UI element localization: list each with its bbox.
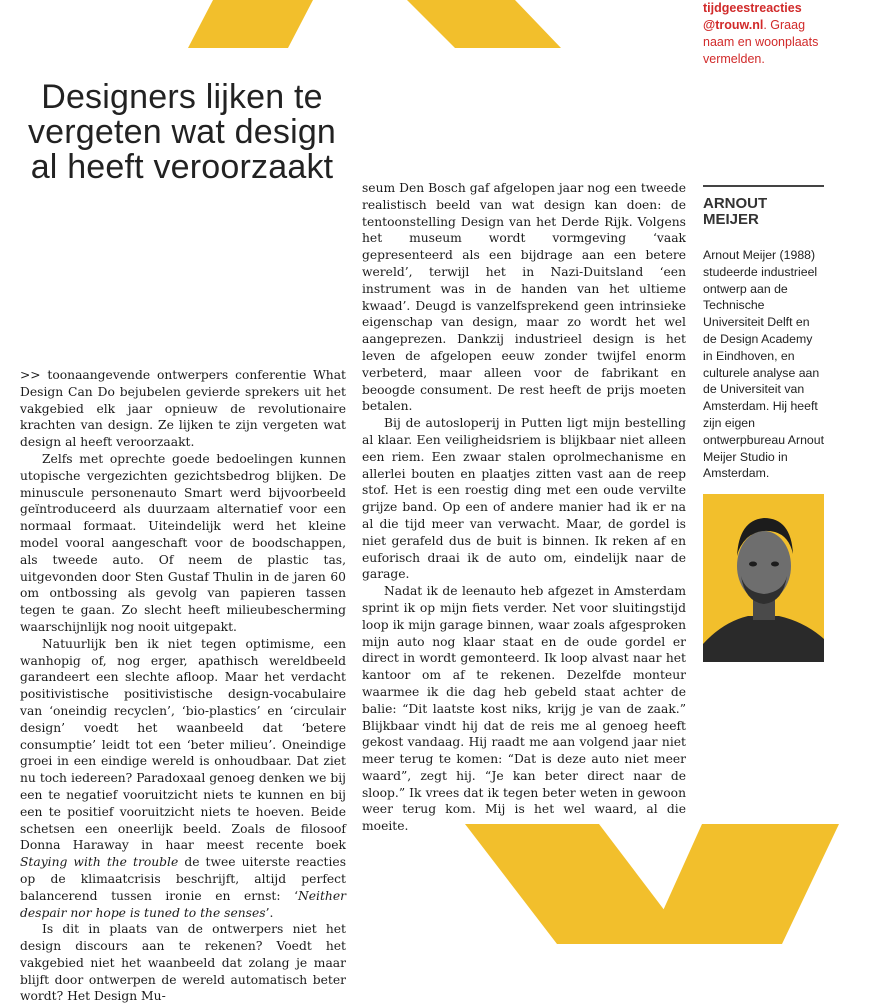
paragraph: Zelfs met oprechte goede bedoelingen kunnen utopische vergezichten gezichtsbedrog blijken. De minuscule personenauto Smart werd bijvoorbeeld geïntroduceerd als duurzaam alternatief voor een normaal formaat. Uiteindelijk werd het kleine model vooral aangeschaft voor de boodschappen, als tweede auto. Of neem de plastic tas, uitgevonden door Sten Gustaf Thulin in de jaren 60 om ontbossing als gevolg van papieren tassen tegen te gaan. Zo slecht heeft milieubescherming waarschijnlijk nog nooit uitgepakt. [20, 451, 346, 634]
book-title: Staying with the trouble [20, 855, 179, 870]
paragraph: >> toonaangevende ontwerpers conferentie What Design Can Do bejubelen gevierde sprekers uit het vakgebied elk jaar opnieuw de revolutionaire krachten van design. Ze lijken te zijn vergeten wat design al heeft veroorzaakt. [20, 368, 346, 450]
contact-prefix: tijdgeestreacties [703, 1, 802, 15]
article-column-2 [362, 180, 686, 835]
paragraph: Nadat ik de leenauto heb afgezet in Amsterdam sprint ik op mijn fiets verder. Net voor sluitingstijd loop ik mijn garage binnen, waar zoals afgesproken mijn auto nog klaar staat en de oude gordel er direct in wordt gemonteerd. Ik loop alvast naar het kantoor om af te rekenen. Dezelfde monteur waarmee ik die dag heb gebeld staat achter de balie: “Dit laatste kost niks, krijg je van de zaak.” Blijkbaar vindt hij dat de reis me al genoeg heeft gekost vandaag. Hij raadt me aan volgend jaar niet meer terug te komen: “Dat is deze auto niet meer waard”, zegt hij. “Je kan beter direct naar de sloop.” Ik vrees dat ik tegen beter weten in gewoon weer terug kom. Mij is het wel waard, al die moeite. [362, 584, 686, 834]
paragraph [20, 636, 346, 922]
text-run: de twee uiterste reacties op de klimaatcrisis beschrijft, altijd perfect balancerend tussen ironie en ernst: ‘ [20, 855, 347, 903]
contact-info [703, 0, 823, 68]
contact-rest: . Graag naam en woonplaats vermelden. [703, 18, 819, 66]
contact-email[interactable]: @trouw.nl [703, 18, 764, 32]
bottom-yellow-shape [462, 824, 844, 944]
top-yellow-shape [185, 0, 565, 50]
page-title: Designers lijken te vergeten wat design al heeft veroorzaakt [27, 78, 337, 186]
quote: Neither despair nor hope is tuned to the senses [20, 888, 346, 920]
author-name: ARNOUT MEIJER [703, 195, 768, 228]
article-column-1 [20, 367, 346, 1005]
author-divider [703, 185, 824, 187]
text-run: ’. [265, 905, 274, 920]
author-bio: Arnout Meijer (1988) studeerde industrieel ontwerp aan de Technische Universiteit Delft en de Design Academy in Eindhoven, en culturele analyse aan de Universiteit van Amsterdam. Hij heeft zijn eigen ontwerpbureau Arnout Meijer Studio in Amsterdam. [703, 248, 825, 481]
paragraph: Bij de autosloperij in Putten ligt mijn bestelling al klaar. Een veiligheidsriem is blijkbaar niet alleen een riem. Een zwaar stalen oprolmechanisme en allerlei bouten en plaatjes zitten vast aan de reep stof. Het is een roestig ding met een oude vervilte grijze band. Op een of andere manier had ik er na al die tijd meer van verwacht. Maar, de gordel is niet gerafeld dus de buit is binnen. Ik reken af en euforisch draai ik de auto om, eindelijk naar de garage. [362, 416, 686, 582]
paragraph: seum Den Bosch gaf afgelopen jaar nog een tweede realistisch beeld van wat design kan doen: de tentoonstelling Design van het Derde Rijk. Volgens het museum wordt vormgeving ‘vaak gepresenteerd als een bijdrage aan een betere wereld’, terwijl het in Nazi-Duitsland ‘een instrument was in de handen van het ultieme kwaad’. Deugd is vanzelfsprekend geen intrinsieke eigenschap van design, maar zo wordt het wel aangeprezen. Dankzij industrieel design is het leven de afgelopen eeuw zonder twijfel enorm verbeterd, maar alleen voor de fabrikant en beoogde consument. De rest heeft de prijs moeten betalen. [362, 181, 686, 414]
text-run: Natuurlijk ben ik niet tegen optimisme, een wanhopig of, nog erger, apathisch wereldbeeld garandeert een slechte afloop. Maar het verdacht positivistische positivistische design-vocabulaire van ‘oneindig recyclen’, ‘bio-plastics’ en ‘circulair design’ voedt het waanbeeld dat ‘betere consumptie’ leidt tot een ‘beter milieu’. Oneindige groei in een eindige wereld is onhoudbaar. Dat ziet nu toch iedereen? Paradoxaal genoeg denken we bij een te negatief vooruitzicht niets te kunnen en bij een te positief vooruitzicht niets te hoeven. Beide schetsen een oneerlijk beeld. Zoals de filosoof Donna Haraway in haar meest recente boek [20, 636, 346, 853]
paragraph: Is dit in plaats van de ontwerpers niet het design discours aan te rekenen? Voedt het vakgebied niet het waanbeeld dat zolang je maar blijft door ontwerpen de wereld automatisch beter wordt? Het Design Mu- [20, 922, 346, 1004]
author-photo [703, 494, 824, 662]
